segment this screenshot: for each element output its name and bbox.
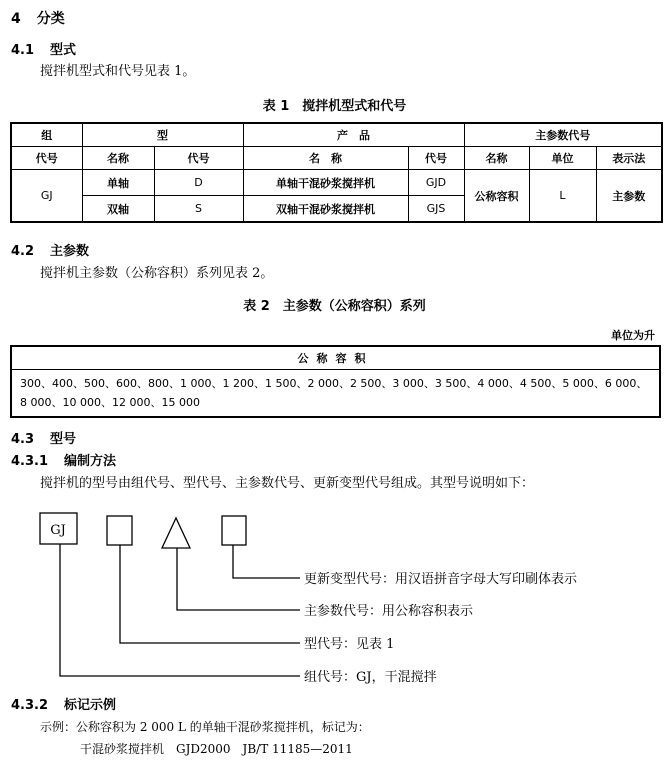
section-4-3-1-heading <box>11 450 116 469</box>
table-header-row <box>11 123 662 147</box>
table-1-caption: 表 1 搅拌机型式和代号 <box>262 99 407 114</box>
section-4-heading <box>11 8 65 28</box>
section-title: 主参数 <box>50 244 90 259</box>
section-title: 型式 <box>50 43 77 58</box>
section-4-3-heading <box>11 428 76 447</box>
section-title: 标记示例 <box>64 698 117 713</box>
example-line-2: 干混砂浆搅拌机 GJD2000 JB/T 11185—2011 <box>80 742 353 756</box>
subheader-cell: 代号 <box>154 147 243 170</box>
section-number: 4 <box>11 11 21 27</box>
subheader-cell: 名称 <box>464 147 529 170</box>
section-number: 4.3.2 <box>11 698 49 713</box>
product-code-cell: GJD <box>408 170 464 196</box>
type-name-cell: 双轴 <box>82 196 154 223</box>
product-code-cell: GJS <box>408 196 464 223</box>
table-subheader-row <box>11 147 662 170</box>
variant-code-label: 更新变型代号：用汉语拼音字母大写印刷体表示 <box>304 572 578 587</box>
section-number: 4.3.1 <box>11 454 49 469</box>
section-number: 4.2 <box>11 244 35 259</box>
type-code-cell: S <box>154 196 243 223</box>
section-4-3-1-text: 搅拌机的型号由组代号、型代号、主参数代号、更新变型代号组成。其型号说明如下： <box>40 476 535 491</box>
group-code-label: 组代号：GJ，干混搅拌 <box>304 670 437 685</box>
example-line-1: 示例：公称容积为 2 000 L 的单轴干混砂浆搅拌机，标记为： <box>40 720 370 734</box>
subheader-cell: 代号 <box>11 147 82 170</box>
section-number: 4.3 <box>11 432 35 447</box>
subheader-cell: 表示法 <box>596 147 662 170</box>
type-code-label: 型代号：见表 1 <box>304 637 395 652</box>
param-method-cell: 主参数 <box>596 170 662 223</box>
product-name-cell: 双轴干混砂浆搅拌机 <box>243 196 408 223</box>
section-4-3-2-heading <box>11 694 116 713</box>
subheader-cell: 名 称 <box>243 147 408 170</box>
model-code-diagram <box>0 500 669 690</box>
header-volume: 公称容积 <box>11 346 660 370</box>
unit-note: 单位为升 <box>611 329 655 342</box>
subheader-cell: 单位 <box>529 147 596 170</box>
section-4-2-heading <box>11 240 89 259</box>
table-header-row <box>11 346 660 370</box>
header-product: 产 品 <box>243 123 464 147</box>
header-type: 型 <box>82 123 243 147</box>
type-leader-line <box>120 545 300 643</box>
section-4-1-text: 搅拌机型式和代号见表 1。 <box>40 64 196 79</box>
param-name-cell: 公称容积 <box>464 170 529 223</box>
table-row <box>11 170 662 196</box>
section-title: 编制方法 <box>64 454 117 469</box>
header-main-param: 主参数代号 <box>464 123 662 147</box>
section-title: 分类 <box>36 11 65 27</box>
type-code-box <box>107 516 132 545</box>
volume-values-cell: 300、400、500、600、800、1 000、1 200、1 500、2 000、2 500、3 000、3 500、4 000、4 500、5 000、6 000、8 000、10 000、12 000、15 000 <box>11 370 660 418</box>
section-number: 4.1 <box>11 43 35 58</box>
section-title: 型号 <box>50 432 77 447</box>
variant-code-box <box>222 516 246 545</box>
variant-leader-line <box>233 545 300 578</box>
header-group: 组 <box>11 123 82 147</box>
table-2-caption: 表 2 主参数（公称容积）系列 <box>243 299 426 314</box>
type-code-cell: D <box>154 170 243 196</box>
main-param-triangle <box>162 518 190 548</box>
table-row <box>11 370 660 418</box>
group-code-cell: GJ <box>11 170 82 223</box>
section-4-1-heading <box>11 39 76 58</box>
subheader-cell: 名称 <box>82 147 154 170</box>
type-name-cell: 单轴 <box>82 170 154 196</box>
subheader-cell: 代号 <box>408 147 464 170</box>
param-leader-line <box>177 548 300 610</box>
group-code-box-text: GJ <box>50 523 66 538</box>
product-name-cell: 单轴干混砂浆搅拌机 <box>243 170 408 196</box>
table-1 <box>10 122 663 223</box>
section-4-2-text: 搅拌机主参数（公称容积）系列见表 2。 <box>40 266 274 281</box>
param-unit-cell: L <box>529 170 596 223</box>
table-2 <box>10 345 661 418</box>
main-param-label: 主参数代号：用公称容积表示 <box>304 604 474 619</box>
